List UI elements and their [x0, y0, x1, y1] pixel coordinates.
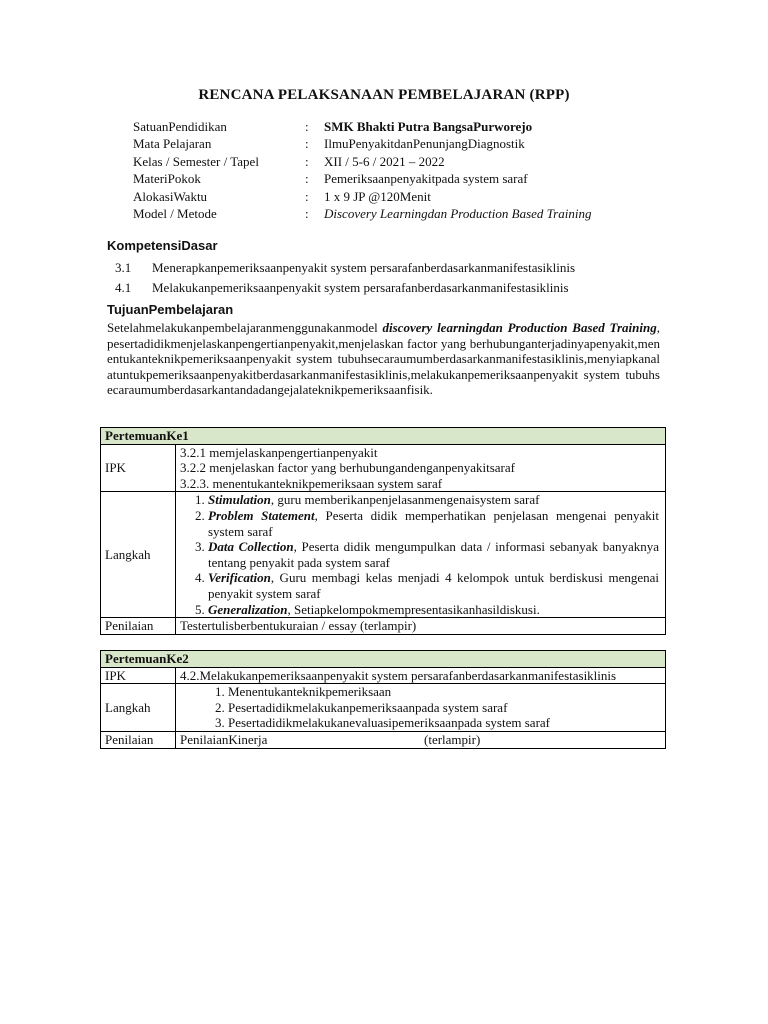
langkah-label: Langkah: [101, 684, 176, 732]
info-value: 1 x 9 JP @120Menit: [324, 188, 431, 204]
ipk-item: 3.2.1 memjelaskanpengertianpenyakit: [180, 444, 378, 460]
step-term: Generalization: [208, 601, 288, 617]
tujuan-heading: TujuanPembelajaran: [107, 302, 234, 317]
ipk-value: 4.2.Melakukanpemeriksaanpenyakit system persarafanberdasarkanmanifestasiklinis: [176, 667, 666, 684]
info-colon: :: [305, 171, 309, 187]
step-term: Stimulation: [208, 492, 271, 508]
identity-block: [133, 118, 693, 223]
langkah-step: [208, 492, 659, 508]
info-label: Kelas / Semester / Tapel: [133, 153, 259, 169]
pertemuan-2-heading: PertemuanKe2: [101, 651, 666, 668]
langkah-list: [180, 684, 665, 731]
langkah-label: Langkah: [101, 492, 176, 618]
langkah-list: [180, 492, 659, 617]
kompetensi-text: Menerapkanpemeriksaanpenyakit system persarafanberdasarkanmanifestasiklinis: [152, 260, 576, 275]
info-row-kelas: [133, 153, 693, 171]
penilaian-label: Penilaian: [101, 731, 176, 748]
ipk-label: IPK: [101, 667, 176, 684]
info-row-model: [133, 206, 693, 224]
langkah-step: 1. Menentukanteknikpemeriksaan: [228, 684, 665, 700]
langkah-step: 3. Pesertadidikmelakukanevaluasipemeriksaanpada system saraf: [228, 715, 665, 731]
tujuan-paragraph: [107, 320, 660, 398]
pertemuan-2-table: [100, 650, 666, 749]
step-text: , Peserta didik mengumpulkan data / informasi sebanyak banyaknya tentang penyakit pada system saraf: [208, 539, 660, 570]
step-text: , Setiapkelompokmempresentasikanhasildiskusi.: [287, 601, 540, 617]
info-colon: :: [305, 153, 309, 169]
info-label: SatuanPendidikan: [133, 118, 227, 134]
document-title: RENCANA PELAKSANAAN PEMBELAJARAN (RPP): [198, 87, 570, 103]
penilaian-note: (terlampir): [424, 731, 481, 747]
info-label: AlokasiWaktu: [133, 188, 208, 204]
ipk-cell: [176, 444, 666, 492]
langkah-cell: [176, 492, 666, 618]
pertemuan-1-table: [100, 427, 666, 635]
kompetensi-item: [115, 280, 675, 296]
step-text: , Peserta didik memperhatikan penjelasan mengenai penyakit system saraf: [208, 507, 659, 539]
ipk-label: IPK: [101, 444, 176, 492]
step-term: Verification: [208, 570, 271, 586]
langkah-step: [208, 508, 659, 539]
info-label: Model / Metode: [133, 206, 217, 222]
tujuan-lead: Setelahmelakukanpembelajaranmenggunakanmodel: [107, 320, 378, 335]
penilaian-cell: [176, 731, 666, 748]
info-colon: :: [305, 188, 309, 204]
penilaian-value: PenilaianKinerja: [180, 731, 268, 747]
step-term: Problem Statement: [208, 507, 315, 523]
pertemuan-1-heading: PertemuanKe1: [101, 428, 666, 445]
penilaian-label: Penilaian: [101, 618, 176, 635]
kompetensi-heading: KompetensiDasar: [107, 238, 218, 253]
kompetensi-number: 4.1: [115, 280, 132, 295]
info-value: XII / 5-6 / 2021 – 2022: [324, 153, 445, 169]
step-term: Data Collection: [208, 539, 294, 555]
langkah-step: [208, 539, 659, 570]
info-colon: :: [305, 136, 309, 152]
info-label: Mata Pelajaran: [133, 136, 212, 152]
info-row-satuan: [133, 118, 693, 136]
info-colon: :: [305, 206, 309, 222]
info-label: MateriPokok: [133, 171, 201, 187]
info-value: SMK Bhakti Putra BangsaPurworejo: [324, 118, 533, 134]
ipk-item: 3.2.2 menjelaskan factor yang berhubungandenganpenyakitsaraf: [180, 460, 515, 476]
info-row-materi: [133, 171, 693, 189]
info-row-alokasi: [133, 188, 693, 206]
tujuan-model: discovery learningdan Production Based Training: [382, 320, 657, 335]
info-colon: :: [305, 118, 309, 134]
langkah-step: [208, 570, 659, 601]
step-text: , guru memberikanpenjelasanmengenaisystem saraf: [270, 492, 540, 508]
info-value: Pemeriksaanpenyakitpada system saraf: [324, 171, 528, 187]
ipk-item: 3.2.3. menentukanteknikpemeriksaan system saraf: [180, 475, 443, 491]
info-value: Discovery Learningdan Production Based Training: [324, 206, 592, 222]
langkah-cell: [176, 684, 666, 732]
info-value: IlmuPenyakitdanPenunjangDiagnostik: [324, 136, 525, 152]
info-row-mapel: [133, 136, 693, 154]
step-text: , Guru membagi kelas menjadi 4 kelompok untuk berdiskusi mengenai penyakit system saraf: [208, 570, 659, 601]
langkah-step: [208, 602, 659, 618]
penilaian-value: Testertulisberbentukuraian / essay (terlampir): [176, 618, 666, 635]
langkah-step: 2. Pesertadidikmelakukanpemeriksaanpada system saraf: [228, 700, 665, 716]
tujuan-rest: , pesertadidikmenjelaskanpengertianpenyakit,menjelaskan factor yang berhubunganterjadinyapenyakit,menentukanteknikpemeriksaanpenyakit system tubuhsecaraumumberdasarkanmanifestasiklinis,menyiapkanalatuntukpemeriksaanpenyakitberdasarkanmanifestasiklinis,melakukanpemeriksaanpenyakit system tubuhsecaraumumberdasarkantandadangejalateknikpemeriksaanfisik.: [107, 320, 660, 398]
kompetensi-text: Melakukanpemeriksaanpenyakit system persarafanberdasarkanmanifestasiklinis: [152, 280, 569, 295]
kompetensi-number: 3.1: [115, 260, 132, 275]
kompetensi-item: [115, 260, 675, 276]
